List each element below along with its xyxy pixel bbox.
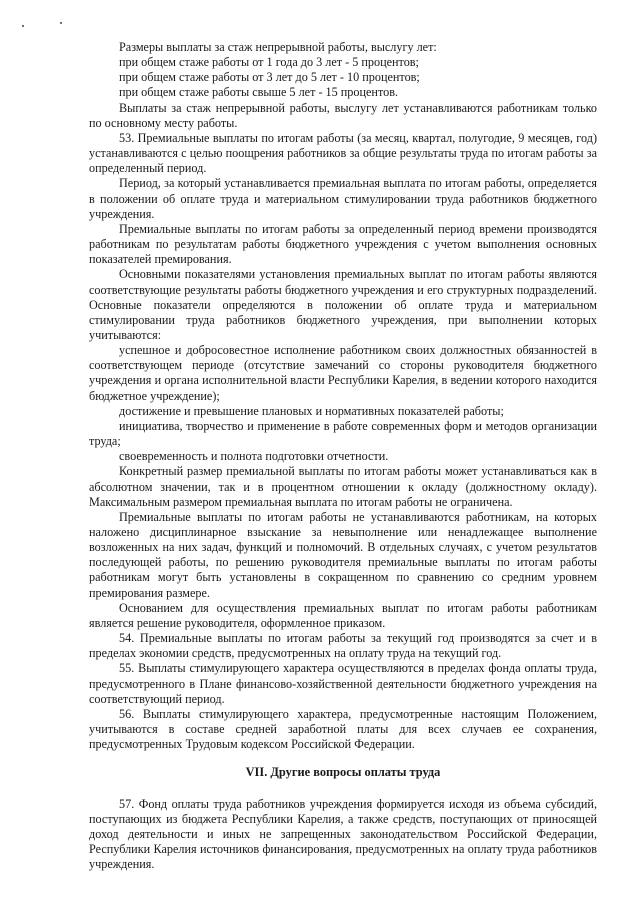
paragraph: Период, за который устанавливается премиальная выплата по итогам работы, определяется в положении об оплате труда и материальном стимулировании труда работников бюджетного учреждения. <box>89 176 597 221</box>
paragraph: 56. Выплаты стимулирующего характера, предусмотренные настоящим Положением, учитываются в составе средней заработной платы для всех случаев ее сохранения, предусмотренных Трудовым кодексом Российской Федерации. <box>89 706 597 752</box>
paragraph: Премиальные выплаты по итогам работы за определенный период времени производятся работникам по результатам работы бюджетного учреждения с учетом выполнения основных показателей премирования. <box>89 221 597 267</box>
paragraph: Основанием для осуществления премиальных выплат по итогам работы работникам является решение руководителя, оформленное приказом. <box>89 600 597 630</box>
list-item: успешное и добросовестное исполнение работником своих должностных обязанностей в соответствующем периоде (отсутствие замечаний со стороны руководителя бюджетного учреждения и органа исполнительной власти Республики Карелия, в ведении которого находится бюджетное учреждение); <box>89 343 597 403</box>
scan-marks <box>22 22 72 28</box>
paragraph: Конкретный размер премиальной выплаты по итогам работы может устанавливаться как в абсолютном значении, так и в процентном отношении к окладу (должностному окладу). Максимальным размером премиальная выплата по итогам работы не ограничена. <box>89 464 597 509</box>
list-item: достижение и превышение плановых и нормативных показателей работы; <box>119 403 504 418</box>
paragraph: Выплаты за стаж непрерывной работы, выслугу лет устанавливаются работникам только по основному месту работы. <box>89 100 597 130</box>
paragraph: при общем стаже работы свыше 5 лет - 15 процентов. <box>119 85 399 100</box>
document-body <box>89 40 597 872</box>
scan-dot <box>22 25 24 27</box>
paragraph: 55. Выплаты стимулирующего характера осуществляются в пределах фонда оплаты труда, предусмотренного в Плане финансово-хозяйственной деятельности бюджетного учреждения на соответствующий период. <box>89 661 597 706</box>
paragraph: Размеры выплаты за стаж непрерывной работы, выслугу лет: <box>119 40 437 54</box>
paragraph: при общем стаже работы от 3 лет до 5 лет - 10 процентов; <box>119 70 420 85</box>
scan-dot <box>60 22 62 24</box>
list-item: инициатива, творчество и применение в работе современных форм и методов организации труда; <box>89 418 597 449</box>
paragraph: 53. Премиальные выплаты по итогам работы (за месяц, квартал, полугодие, 9 месяцев, год) устанавливаются с целью поощрения работников за общие результаты труда по итогам работы за определенный период. <box>89 130 597 176</box>
paragraph: 54. Премиальные выплаты по итогам работы за текущий год производятся за счет и в пределах экономии средств, предусмотренных на оплату труда на текущий год. <box>89 631 597 661</box>
paragraph: Премиальные выплаты по итогам работы не устанавливаются работникам, на которых наложено дисциплинарное взыскание за невыполнение или ненадлежащее выполнение возложенных на них задач, функций и полномочий. В отдельных случаях, с учетом результатов последующей работы, по решению руководителя премиальные выплаты по итогам работы работникам могут быть установлены в сокращенном по сравнению со средним уровнем премирования размере. <box>89 509 597 600</box>
section-heading: VII. Другие вопросы оплаты труда <box>245 765 441 780</box>
list-item: своевременность и полнота подготовки отчетности. <box>119 449 389 464</box>
paragraph: 57. Фонд оплаты труда работников учреждения формируется исходя из объема субсидий, поступающих из бюджета Республики Карелия, а также средств, поступающих от приносящей доход деятельности и иных не запрещенных законодательством Российской Федерации, Республики Карелия источников финансирования, предусмотренных на оплату труда работников учреждения. <box>89 796 597 872</box>
paragraph: Основными показателями установления премиальных выплат по итогам работы являются соответствующие результаты работы бюджетного учреждения и его структурных подразделений. Основные показатели определяются в положении об оплате труда и материальном стимулировании труда работников бюджетного учреждения, при выполнении которых учитываются: <box>89 267 597 342</box>
paragraph: при общем стаже работы от 1 года до 3 лет - 5 процентов; <box>119 55 419 70</box>
